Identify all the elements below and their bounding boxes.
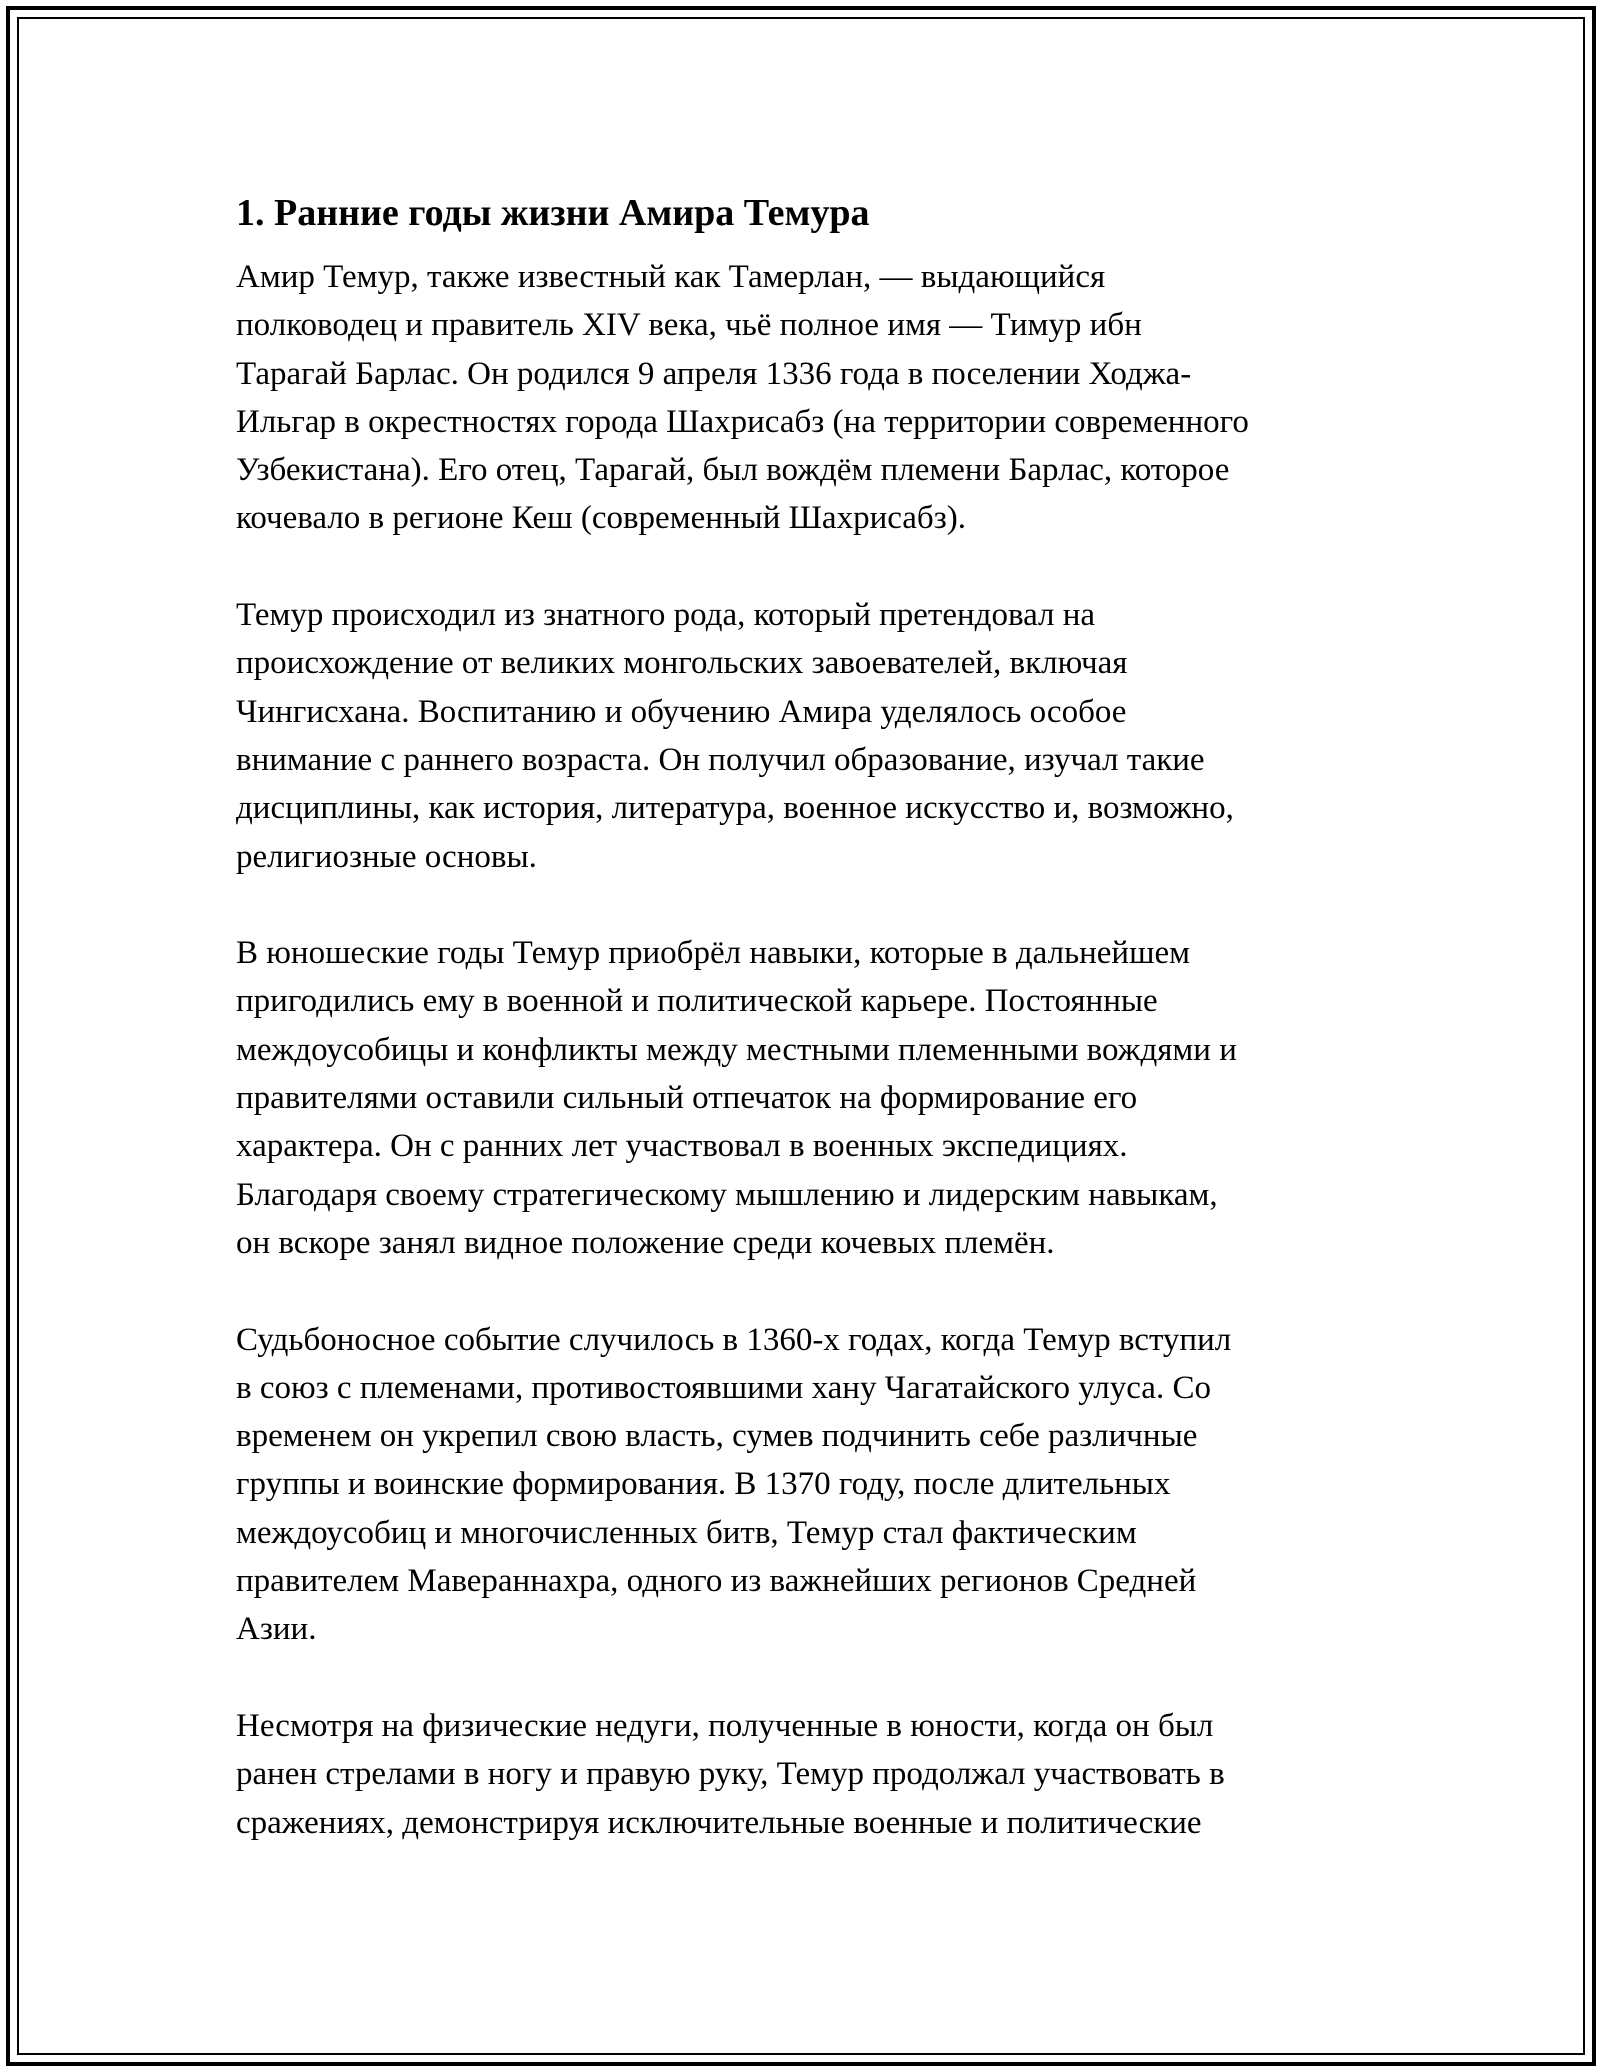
text-line: Тарагай Барлас. Он родился 9 апреля 1336 года в поселении Ходжа-: [236, 355, 1192, 392]
text-line: полководец и правитель XIV века, чьё полное имя — Тимур ибн: [236, 307, 1142, 344]
paragraph-4: [236, 1316, 1386, 1654]
text-line: Темур происходил из знатного рода, который претендовал на: [236, 597, 1096, 634]
text-line: Азии.: [236, 1611, 317, 1648]
text-line: междоусобицы и конфликты между местными племенными вождями и: [236, 1031, 1237, 1068]
text-line: пригодились ему в военной и политической карьере. Постоянные: [236, 983, 1158, 1020]
text-line: дисциплины, как история, литература, военное искусство и, возможно,: [236, 790, 1234, 827]
text-line: Узбекистана). Его отец, Тарагай, был вождём племени Барлас, которое: [236, 452, 1230, 489]
text-line: временем он укрепил свою власть, сумев подчинить себе различные: [236, 1418, 1198, 1455]
text-line: происхождение от великих монгольских завоевателей, включая: [236, 645, 1128, 682]
text-line: Ильгар в окрестностях города Шахрисабз (на территории современного: [236, 403, 1249, 440]
text-line: религиозные основы.: [236, 838, 537, 875]
paragraph-5: [236, 1702, 1386, 1847]
text-line: междоусобиц и многочисленных битв, Темур стал фактическим: [236, 1514, 1137, 1551]
text-line: В юношеские годы Темур приобрёл навыки, которые в дальнейшем: [236, 935, 1191, 972]
section-heading: 1. Ранние годы жизни Амира Темура: [236, 192, 870, 234]
paragraph-3: [236, 929, 1386, 1267]
text-line: Судьбоносное событие случилось в 1360-х годах, когда Темур вступил: [236, 1321, 1232, 1358]
text-line: Чингисхана. Воспитанию и обучению Амира уделялось особое: [236, 693, 1127, 730]
text-line: ранен стрелами в ногу и правую руку, Темур продолжал участвовать в: [236, 1756, 1225, 1793]
text-line: в союз с племенами, противостоявшими хану Чагатайского улуса. Со: [236, 1369, 1211, 1406]
text-line: Амир Темур, также известный как Тамерлан, — выдающийся: [236, 259, 1106, 295]
text-line: Несмотря на физические недуги, полученные в юности, когда он был: [236, 1707, 1214, 1744]
text-line: правителем Мавераннахра, одного из важнейших регионов Средней: [236, 1563, 1197, 1600]
paragraph-1: [236, 253, 1386, 543]
text-line: Благодаря своему стратегическому мышлению и лидерским навыкам,: [236, 1176, 1218, 1213]
text-line: правителями оставили сильный отпечаток на формирование его: [236, 1080, 1138, 1117]
text-line: группы и воинские формирования. В 1370 году, после длительных: [236, 1466, 1171, 1503]
text-line: сражениях, демонстрируя исключительные военные и политические: [236, 1804, 1202, 1841]
document-body: [236, 185, 1386, 1895]
text-line: внимание с раннего возраста. Он получил образование, изучал такие: [236, 741, 1205, 778]
text-line: характера. Он с ранних лет участвовал в военных экспедициях.: [236, 1128, 1128, 1165]
paragraph-2: [236, 591, 1386, 881]
text-line: он вскоре занял видное положение среди кочевых племён.: [236, 1224, 1055, 1261]
text-line: кочевало в регионе Кеш (современный Шахрисабз).: [236, 500, 966, 537]
